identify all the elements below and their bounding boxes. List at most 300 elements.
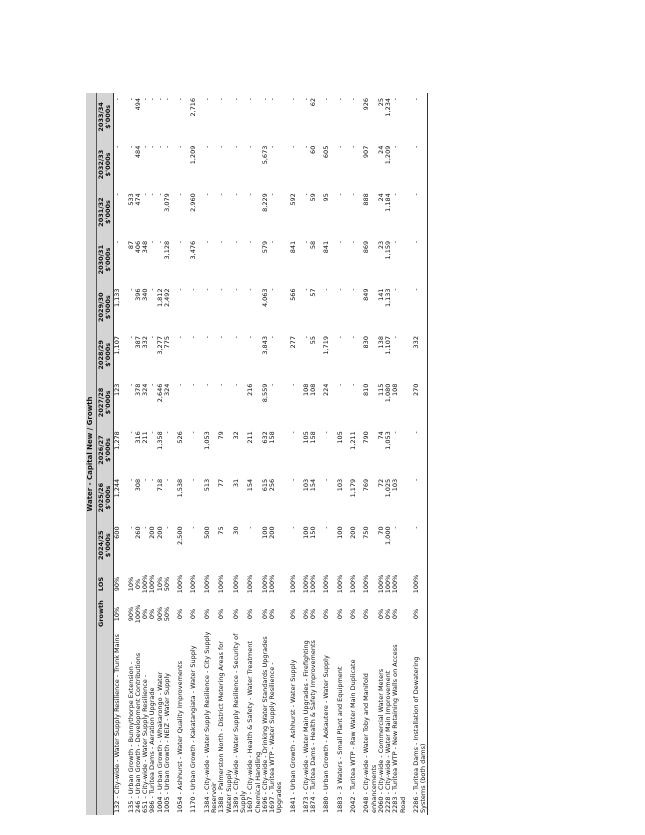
year-value: 62 (309, 98, 318, 107)
los-percent: 100% (376, 574, 385, 594)
project-name: 1005 - Urban Growth - NEIZ - Water Supply (162, 673, 171, 813)
year-value: 790 (362, 431, 371, 444)
header-los: LOS (96, 569, 114, 599)
los-percent: 100% (176, 574, 185, 594)
year-value: - (391, 240, 400, 244)
header-year-label: 2028/29 (96, 340, 105, 370)
year-value: - (335, 98, 344, 101)
year-value: - (217, 145, 226, 149)
year-value: - (148, 383, 157, 386)
project-name: 1607 - City-wide - Health & Safety - Water Treatment Chemical Handling (246, 641, 262, 813)
year-value: - (349, 193, 357, 196)
year-value: 60 (309, 145, 318, 154)
table-row (198, 93, 219, 815)
project-name: 986 - Turitea Dams - Aeration Upgrade (148, 687, 157, 813)
year-value: - (268, 145, 277, 149)
year-value: 1,209 (384, 145, 393, 165)
header-year-unit: $'000s (104, 533, 113, 558)
project-name: 651 - City-wide - Water Supply Resilience - (141, 674, 150, 813)
year-value: - (189, 383, 198, 386)
project-name: 2228 - City-wide - Water Main Improvement (384, 670, 393, 813)
year-value: - (349, 336, 357, 339)
year-value: 123 (113, 383, 122, 397)
year-value: 1,234 (384, 98, 393, 117)
year-value: 224 (322, 383, 331, 397)
year-value: - (407, 93, 428, 141)
growth-percent: 0% (407, 599, 428, 629)
project-name: 1384 - City-wide - Water Supply Resilience - City Supply Reservoir (202, 631, 219, 813)
year-value: 95 (322, 193, 331, 202)
los-percent: 100% (335, 574, 344, 594)
growth-percent: 0% (246, 608, 255, 620)
year-value: 23 (376, 240, 385, 250)
header-row (96, 93, 114, 815)
year-value: - (126, 288, 135, 291)
year-value: 718 (155, 478, 164, 492)
year-value: 1,244 (113, 478, 122, 498)
table-row (233, 93, 248, 815)
year-value: - (231, 193, 240, 196)
year-value: - (155, 240, 164, 244)
year-value: 1,053 (202, 431, 211, 450)
year-value: 1,025 (384, 478, 393, 498)
year-value: 775 (162, 336, 171, 349)
year-value: 115 (376, 383, 385, 397)
year-value: 324 (162, 383, 171, 397)
header-year-unit: $'000s (104, 390, 113, 415)
year-value: 100 (301, 526, 310, 539)
year-value: 154 (246, 478, 255, 492)
year-value: - (349, 383, 357, 386)
year-value: 1,133 (113, 288, 122, 308)
project-name: 1874 - Turitea Dams - Health & Safety Improvements (309, 640, 318, 813)
los-percent: 100% (202, 574, 211, 594)
year-value: 87 (126, 240, 135, 250)
table-row (344, 93, 357, 815)
project-name: 2286 - Turitea Dams - Installation of Dewatering Systems (both dams) (407, 629, 428, 815)
year-value: - (268, 336, 277, 339)
table-row (297, 93, 310, 815)
year-value: 1,719 (322, 336, 331, 355)
growth-percent: 0% (301, 608, 310, 620)
header-year-unit: $'000s (104, 485, 113, 510)
year-value: 387 (133, 336, 142, 349)
year-value: - (126, 98, 135, 101)
year-value: 3,277 (155, 336, 164, 355)
year-value: 3,476 (189, 240, 198, 260)
header-year-unit: $'000s (104, 247, 113, 272)
year-value: 5,673 (260, 145, 269, 165)
year-value: 1,000 (384, 526, 393, 546)
year-value: - (148, 431, 157, 434)
year-value: - (322, 526, 331, 529)
year-value: - (268, 193, 277, 196)
year-value: 494 (133, 98, 142, 111)
table-row (218, 93, 233, 815)
header-year (96, 236, 114, 284)
year-value: 849 (362, 288, 371, 301)
header-year-unit: $'000s (104, 104, 113, 129)
year-value: - (176, 193, 185, 196)
header-year-label: 2032/33 (96, 149, 105, 180)
year-value: - (349, 98, 357, 101)
year-value: - (148, 336, 157, 339)
growth-percent: 0% (189, 608, 198, 620)
table-row (171, 93, 184, 815)
growth-percent: 0% (148, 608, 157, 620)
year-value: - (349, 240, 357, 244)
year-value: 32 (231, 431, 240, 440)
year-value: 103 (335, 478, 344, 492)
year-value: - (162, 98, 171, 101)
year-value: 59 (309, 193, 318, 202)
year-value: - (113, 193, 122, 196)
year-value: 216 (246, 383, 255, 397)
year-value: - (176, 98, 185, 101)
year-value: - (246, 526, 255, 529)
project-name: 135 - Urban Growth - Bunnythorpe Extension - (126, 661, 135, 813)
year-value: - (391, 431, 400, 434)
project-name: 1388 - Palmerston North - District Metering Areas for Water Supply (217, 641, 233, 813)
year-value: - (268, 98, 277, 101)
table-row (331, 93, 344, 815)
los-percent: 100% (246, 574, 255, 594)
year-value: 277 (288, 336, 297, 349)
growth-percent: 0% (141, 608, 150, 620)
year-value: - (407, 283, 428, 331)
year-value: - (288, 431, 297, 434)
year-value: 340 (141, 288, 150, 301)
los-percent: 100% (391, 574, 400, 594)
year-value: - (141, 98, 150, 101)
project-name: 132 - City-wide - Water Supply Resilience - Trunk Mains (113, 634, 122, 813)
year-value: - (349, 288, 357, 291)
year-value: - (176, 145, 185, 149)
year-value: 600 (113, 526, 122, 539)
year-value: 484 (133, 145, 142, 159)
year-value: 200 (349, 526, 357, 539)
growth-percent: 0% (231, 608, 240, 620)
table-row (269, 93, 284, 815)
year-value: 2,716 (189, 98, 198, 117)
header-year-unit: $'000s (104, 152, 113, 177)
year-value: - (391, 98, 400, 101)
year-value: - (202, 240, 211, 244)
project-name: 1054 - Ashhurst - Water Quality Improvements (176, 661, 185, 813)
year-value: - (189, 336, 198, 339)
year-value: - (246, 240, 255, 244)
header-year-label: 2024/25 (96, 530, 105, 560)
growth-percent: 90% (155, 606, 164, 622)
year-value: - (246, 98, 255, 101)
year-value: - (322, 478, 331, 482)
header-year (96, 93, 114, 141)
year-value: 841 (322, 240, 331, 254)
year-value: - (202, 383, 211, 386)
los-percent: 100% (260, 574, 269, 594)
year-value: - (231, 383, 240, 386)
year-value: 75 (217, 526, 226, 535)
header-year-unit: $'000s (104, 295, 113, 320)
los-percent: 100% (322, 574, 331, 594)
table-row (164, 93, 171, 815)
year-value: - (322, 98, 331, 101)
year-value: 79 (217, 431, 226, 440)
year-value: - (231, 98, 240, 101)
year-value: - (148, 145, 157, 149)
los-percent: 100% (231, 574, 240, 594)
los-percent: 100% (268, 574, 277, 594)
year-value: - (162, 431, 171, 434)
los-percent: 100% (349, 574, 357, 594)
year-value: 332 (141, 336, 150, 349)
project-name: 1883 - 3 Waters - Small Plant and Equipment (335, 666, 344, 813)
project-name: 2048 - City-wide - Water Toby and Manifold enhancements (362, 673, 378, 813)
year-value: - (231, 288, 240, 291)
year-value: - (176, 288, 185, 291)
year-value: 200 (148, 526, 157, 539)
year-value: 2,492 (162, 288, 171, 308)
year-value: - (176, 383, 185, 386)
year-value: 1,211 (349, 431, 357, 450)
year-value: - (113, 145, 122, 149)
year-value: - (246, 288, 255, 291)
year-value: - (202, 145, 211, 149)
year-value: 2,500 (176, 526, 185, 546)
header-year (96, 474, 114, 522)
year-value: - (301, 336, 310, 339)
year-value: 1,358 (155, 431, 164, 450)
year-value: 25 (376, 98, 385, 107)
year-value: - (246, 193, 255, 196)
los-percent: 100% (407, 569, 428, 599)
year-value: - (335, 240, 344, 244)
year-value: 200 (155, 526, 164, 539)
year-value: - (301, 145, 310, 149)
year-value: - (407, 426, 428, 474)
year-value: - (407, 236, 428, 284)
year-value: 526 (176, 431, 185, 444)
table-row (114, 93, 122, 815)
header-year-unit: $'000s (104, 200, 113, 225)
year-value: - (126, 336, 135, 339)
project-name: 246 - Urban Growth - Development Contributions (133, 652, 142, 813)
year-value: 211 (246, 431, 255, 444)
table-row (317, 93, 330, 815)
year-value: - (322, 431, 331, 434)
header-year-unit: $'000s (104, 342, 113, 367)
year-value: - (155, 193, 164, 196)
year-value: 810 (362, 383, 371, 397)
year-value: 103 (391, 478, 400, 492)
los-percent: 50% (162, 576, 171, 592)
project-name: 2283 - Turitea WTP - New Retaining Walls on Access Road (391, 644, 407, 813)
year-value: 260 (133, 526, 142, 539)
year-value: 24 (376, 193, 385, 202)
year-value: 100 (260, 526, 269, 539)
year-value: 888 (362, 193, 371, 206)
year-value: 105 (301, 431, 310, 444)
table-row (407, 93, 428, 815)
year-value: 3,843 (260, 336, 269, 355)
year-value: - (126, 145, 135, 149)
header-year-label: 2026/27 (96, 435, 105, 465)
year-value: 579 (260, 240, 269, 254)
year-value: - (202, 193, 211, 196)
year-value: 1,107 (113, 336, 122, 355)
year-value: - (391, 336, 400, 339)
year-value: 77 (217, 478, 226, 488)
los-percent: 100% (189, 574, 198, 594)
los-percent: 10% (155, 576, 164, 592)
year-value: - (148, 98, 157, 101)
year-value: 105 (335, 431, 344, 444)
year-value: 154 (309, 478, 318, 492)
year-value: - (162, 478, 171, 482)
year-value: 1,184 (384, 193, 393, 212)
year-value: - (217, 383, 226, 386)
year-value: 141 (376, 288, 385, 301)
year-value: - (407, 188, 428, 236)
year-value: - (162, 145, 171, 149)
year-value: 1,133 (384, 288, 393, 308)
year-value: 24 (376, 145, 385, 154)
year-value: 1,538 (176, 478, 185, 498)
table-row (310, 93, 317, 815)
growth-percent: 0% (288, 608, 297, 620)
year-value: 605 (322, 145, 331, 159)
year-value: - (391, 193, 400, 196)
year-value: 108 (301, 383, 310, 397)
year-value: - (301, 240, 310, 244)
year-value: 1,053 (384, 431, 393, 450)
los-percent: 10% (126, 576, 135, 592)
growth-percent: 90% (126, 606, 135, 622)
table-row (247, 93, 262, 815)
growth-percent: 0% (362, 608, 371, 620)
year-value: - (155, 145, 164, 149)
project-name: 2060 - City-wide - Commercial Water Meters (376, 668, 385, 813)
year-value: - (335, 193, 344, 196)
los-percent: 0% (133, 578, 142, 590)
year-value: 324 (141, 383, 150, 397)
growth-percent: 0% (217, 608, 226, 620)
header-year-label: 2029/30 (96, 292, 105, 322)
los-percent: 100% (384, 574, 393, 594)
year-value: 907 (362, 145, 371, 159)
year-value: 200 (268, 526, 277, 539)
year-value: 474 (133, 193, 142, 206)
year-value: - (268, 288, 277, 291)
year-value: - (268, 383, 277, 386)
year-value: - (391, 145, 400, 149)
year-value: - (202, 336, 211, 339)
table-row (122, 93, 135, 815)
year-value: 869 (362, 240, 371, 254)
year-value: 270 (407, 379, 428, 427)
los-percent: 100% (309, 574, 318, 594)
growth-percent: 0% (268, 608, 277, 620)
header-year-label: 2031/32 (96, 197, 105, 227)
year-value: - (260, 98, 269, 101)
table-row (284, 93, 297, 815)
year-value: 533 (126, 193, 135, 206)
year-value: - (231, 240, 240, 244)
capital-new-growth-table (86, 93, 428, 815)
year-value: 55 (309, 336, 318, 345)
growth-percent: 0% (260, 608, 269, 620)
year-value: 100 (335, 526, 344, 539)
year-value: - (335, 383, 344, 386)
growth-percent: 0% (384, 608, 393, 620)
year-value: - (126, 478, 135, 482)
growth-percent: 0% (391, 608, 400, 620)
project-name: 1873 - City-wide - Water Main Upgrades - Firefighting (301, 640, 310, 813)
year-value: - (217, 98, 226, 101)
year-value: 1,179 (349, 478, 357, 498)
table-row (392, 93, 407, 815)
table-row (357, 93, 378, 815)
year-value: 500 (202, 526, 211, 539)
year-value: - (268, 240, 277, 244)
year-value: - (301, 193, 310, 196)
growth-percent: 0% (202, 608, 211, 620)
los-percent: 100% (301, 574, 310, 594)
year-value: - (141, 478, 150, 482)
growth-percent: 0% (176, 608, 185, 620)
header-year-unit: $'000s (104, 438, 113, 462)
year-value: 348 (141, 240, 150, 254)
year-value: - (246, 145, 255, 149)
year-value: - (162, 526, 171, 529)
year-value: - (217, 240, 226, 244)
los-percent: 100% (148, 574, 157, 594)
year-value: - (126, 431, 135, 434)
year-value: 138 (376, 336, 385, 349)
table-body (114, 93, 428, 815)
project-name: 1004 - Urban Growth - Whakarongo - Water (155, 671, 164, 813)
year-value: - (335, 288, 344, 291)
year-value: - (113, 240, 122, 244)
project-name: 1880 - Urban Growth - Aokautere - Water Supply (322, 655, 331, 813)
year-value: - (288, 383, 297, 386)
year-value: - (407, 141, 428, 189)
year-value: 1,278 (113, 431, 122, 450)
year-value: - (189, 288, 198, 291)
year-value: 2,960 (189, 193, 198, 212)
year-value: - (189, 478, 198, 482)
header-year (96, 188, 114, 236)
year-value: - (301, 98, 310, 101)
year-value: 769 (362, 478, 371, 492)
year-value: 2,646 (155, 383, 164, 403)
year-value: 566 (288, 288, 297, 301)
header-year-label: 2030/31 (96, 244, 105, 275)
header-growth: Growth (96, 599, 114, 629)
year-value: - (189, 431, 198, 434)
year-value: 3,128 (162, 240, 171, 260)
header-year-label: 2027/28 (96, 387, 105, 418)
year-value: - (231, 145, 240, 149)
year-value: 750 (362, 526, 371, 539)
project-name: 1841 - Urban Growth - Ashhurst - Water Supply (288, 659, 297, 813)
year-value: - (126, 526, 135, 529)
year-value: 211 (141, 431, 150, 444)
year-value: - (335, 145, 344, 149)
year-value: 158 (309, 431, 318, 444)
year-value: 1,209 (189, 145, 198, 165)
growth-percent: 0% (349, 608, 357, 620)
